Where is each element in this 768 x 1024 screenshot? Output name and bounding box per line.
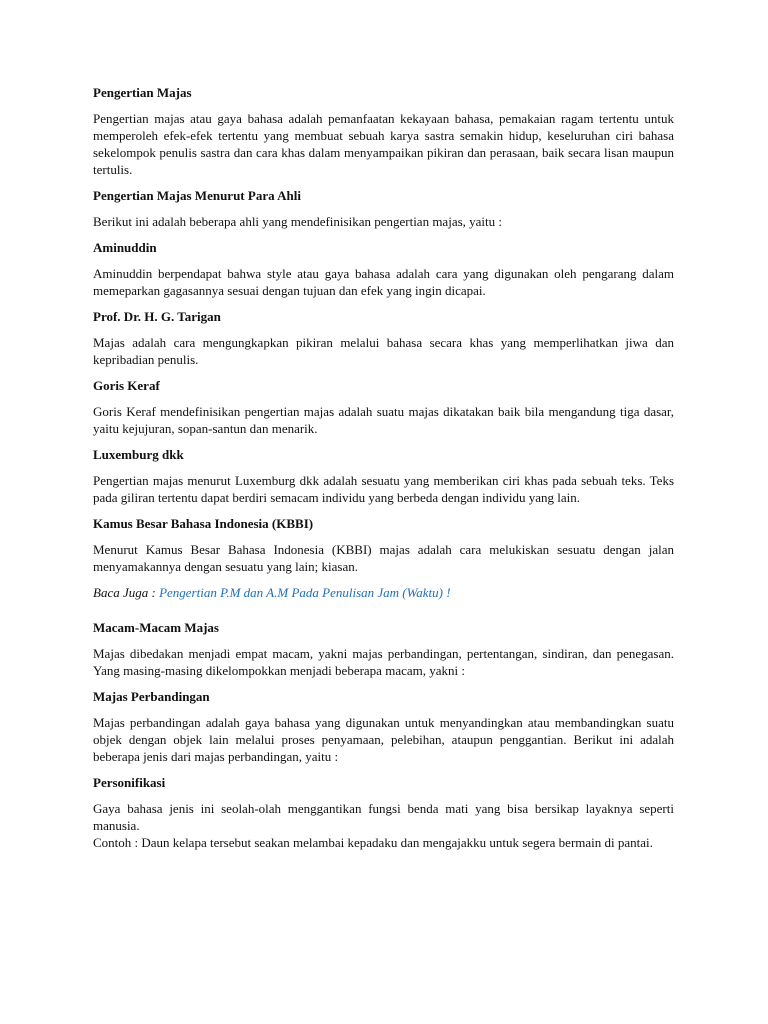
- read-also-link[interactable]: Pengertian P.M dan A.M Pada Penulisan Jam (Waktu) !: [159, 585, 451, 600]
- section-title: Luxemburg dkk: [93, 447, 184, 462]
- read-also-prefix: Baca Juga :: [93, 585, 156, 600]
- section-paragraph: Majas perbandingan adalah gaya bahasa yang digunakan untuk menyandingkan atau membandingkan suatu objek dengan objek lain melalui proses penyamaan, pelebihan, ataupun penggantian. Berikut ini adalah beberapa jenis dari majas perbandingan, yaitu :: [93, 715, 674, 764]
- section-title: Aminuddin: [93, 240, 157, 255]
- section-paragraph: Menurut Kamus Besar Bahasa Indonesia (KBBI) majas adalah cara melukiskan sesuatu dengan jalan menyamakannya dengan sesuatu yang lain; kiasan.: [93, 542, 674, 574]
- section-paragraph: Goris Keraf mendefinisikan pengertian majas adalah suatu majas dikatakan baik bila mengandung tiga dasar, yaitu kejujuran, sopan-santun dan menarik.: [93, 404, 674, 436]
- section-title: Pengertian Majas Menurut Para Ahli: [93, 188, 301, 203]
- read-also-line: [93, 584, 674, 601]
- document-page: [93, 84, 674, 860]
- section-paragraph: [93, 800, 674, 851]
- section-title: Personifikasi: [93, 775, 166, 790]
- section-title: Pengertian Majas: [93, 85, 192, 100]
- section-paragraph: Pengertian majas menurut Luxemburg dkk adalah sesuatu yang memberikan ciri khas pada sebuah teks. Teks pada giliran tertentu dapat berdiri semacam individu yang berbeda dengan individu yang lain.: [93, 473, 674, 505]
- section-paragraph: Berikut ini adalah beberapa ahli yang mendefinisikan pengertian majas, yaitu :: [93, 214, 502, 229]
- section-title: Prof. Dr. H. G. Tarigan: [93, 309, 221, 324]
- section-paragraph: Majas adalah cara mengungkapkan pikiran melalui bahasa secara khas yang memperlihatkan jiwa dan kepribadian penulis.: [93, 335, 674, 367]
- section-paragraph: Aminuddin berpendapat bahwa style atau gaya bahasa adalah cara yang digunakan oleh pengarang dalam memeparkan gagasannya sesuai dengan tujuan dan efek yang ingin dicapai.: [93, 266, 674, 298]
- section-title: Goris Keraf: [93, 378, 160, 393]
- paragraph-line: Gaya bahasa jenis ini seolah-olah menggantikan fungsi benda mati yang bisa bersikap layaknya seperti manusia.: [93, 801, 674, 833]
- section-paragraph: Pengertian majas atau gaya bahasa adalah pemanfaatan kekayaan bahasa, pemakaian ragam tertentu untuk memperoleh efek-efek tertentu yang membuat sebuah karya sastra semakin hidup, keseluruhan ciri bahasa sekelompok penulis sastra dan cara khas dalam menyampaikan pikiran dan perasaan, baik secara lisan maupun tertulis.: [93, 111, 674, 177]
- section-paragraph: Majas dibedakan menjadi empat macam, yakni majas perbandingan, pertentangan, sindiran, dan penegasan. Yang masing-masing dikelompokkan menjadi beberapa macam, yakni :: [93, 646, 674, 678]
- section-title: Kamus Besar Bahasa Indonesia (KBBI): [93, 516, 314, 531]
- paragraph-line: Contoh : Daun kelapa tersebut seakan melambai kepadaku dan mengajakku untuk segera bermain di pantai.: [93, 835, 653, 850]
- section-title: Majas Perbandingan: [93, 689, 210, 704]
- section-title: Macam-Macam Majas: [93, 620, 219, 635]
